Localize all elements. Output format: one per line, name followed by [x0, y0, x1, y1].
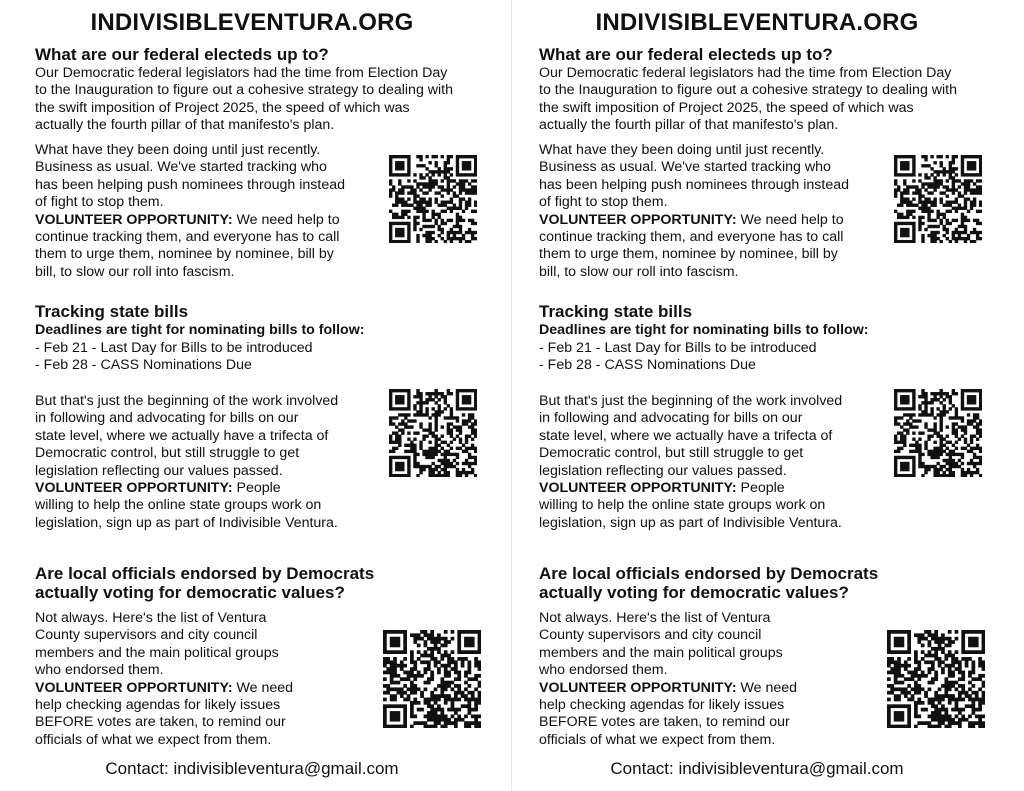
qr-code-state[interactable]: [389, 389, 477, 477]
text-line: of fight to stop them.: [35, 194, 164, 211]
volunteer-line: [539, 212, 849, 229]
federal-intro: [539, 65, 957, 135]
text-line: But that's just the beginning of the work involved: [539, 393, 843, 409]
state-heading: Tracking state bills: [35, 302, 189, 321]
state-deadlines: [35, 340, 313, 375]
text-line: willing to help the online state groups work on: [539, 497, 826, 514]
text-line: in following and advocating for bills on our: [35, 410, 299, 427]
text-line: actually the fourth pillar of that manifesto's plan.: [35, 117, 335, 134]
text-line: What have they been doing until just recently.: [35, 142, 321, 158]
text-line: help checking agendas for likely issues: [35, 697, 281, 714]
text-line: officials of what we expect from them.: [539, 731, 776, 748]
text-line: continue tracking them, and everyone has to call: [539, 229, 844, 246]
volunteer-line: [35, 680, 293, 697]
text-line: legislation reflecting our values passed.: [539, 462, 787, 479]
qr-code-icon: [389, 389, 477, 477]
text-line: Not always. Here's the list of Ventura: [539, 610, 771, 626]
volunteer-line: [539, 680, 797, 697]
text-line: officials of what we expect from them.: [35, 731, 272, 748]
text-line: actually the fourth pillar of that manifesto's plan.: [539, 117, 839, 134]
text-line: state level, where we actually have a trifecta of: [35, 427, 329, 444]
state-body: [539, 393, 842, 532]
text-line: the swift imposition of Project 2025, the speed of which was: [35, 99, 410, 116]
text-line: members and the main political groups: [35, 644, 279, 661]
text-line: members and the main political groups: [539, 644, 783, 661]
text-line: County supervisors and city council: [539, 627, 762, 644]
federal-heading: What are our federal electeds up to?: [35, 45, 329, 64]
text-line: continue tracking them, and everyone has to call: [35, 229, 340, 246]
deadline-item: - Feb 28 - CASS Nominations Due: [539, 357, 756, 374]
text-line: who endorsed them.: [539, 662, 668, 679]
text-line: to the Inauguration to figure out a cohesive strategy to dealing with: [35, 82, 454, 99]
contact-email[interactable]: Contact: indivisibleventura@gmail.com: [105, 759, 399, 778]
text-line: help checking agendas for likely issues: [539, 697, 785, 714]
volunteer-label: VOLUNTEER OPPORTUNITY:: [35, 211, 233, 228]
volunteer-line: [35, 480, 338, 497]
heading-line: actually voting for democratic values?: [539, 583, 849, 602]
qr-code-local[interactable]: [383, 630, 481, 728]
text-line: has been helping push nominees through instead: [35, 176, 345, 193]
volunteer-label: VOLUNTEER OPPORTUNITY:: [539, 480, 737, 497]
text-line: who endorsed them.: [35, 662, 164, 679]
volunteer-text: We need: [736, 679, 798, 696]
text-line: Democratic control, but still struggle to get: [539, 445, 804, 462]
state-subheading: Deadlines are tight for nominating bills to follow:: [35, 322, 365, 338]
volunteer-line: [35, 212, 345, 229]
qr-code-icon: [894, 389, 982, 477]
volunteer-text: People: [736, 480, 785, 497]
deadline-item: - Feb 21 - Last Day for Bills to be introduced: [539, 340, 817, 356]
qr-code-federal[interactable]: [894, 155, 982, 243]
volunteer-line: [539, 480, 842, 497]
text-line: County supervisors and city council: [35, 627, 258, 644]
qr-code-icon: [894, 155, 982, 243]
volunteer-label: VOLUNTEER OPPORTUNITY:: [539, 679, 737, 696]
text-line: has been helping push nominees through instead: [539, 176, 849, 193]
state-heading: Tracking state bills: [539, 302, 693, 321]
local-body: [539, 610, 797, 749]
qr-code-icon: [383, 630, 481, 728]
state-body: [35, 393, 338, 532]
volunteer-text: We need help to: [736, 211, 844, 228]
text-line: bill, to slow our roll into fascism.: [35, 263, 235, 280]
deadline-item: - Feb 21 - Last Day for Bills to be introduced: [35, 340, 313, 356]
text-line: legislation reflecting our values passed.: [35, 462, 283, 479]
text-line: Business as usual. We've started tracking who: [539, 159, 831, 176]
local-body: [35, 610, 293, 749]
site-title: INDIVISIBLEVENTURA.ORG: [90, 9, 414, 36]
text-line: bill, to slow our roll into fascism.: [539, 263, 739, 280]
federal-heading: What are our federal electeds up to?: [539, 45, 833, 64]
volunteer-text: We need help to: [232, 211, 340, 228]
text-line: BEFORE votes are taken, to remind our: [539, 714, 790, 731]
text-line: of fight to stop them.: [539, 194, 668, 211]
qr-code-icon: [887, 630, 985, 728]
state-deadlines: [539, 340, 817, 375]
text-line: Not always. Here's the list of Ventura: [35, 610, 267, 626]
federal-body: [539, 142, 849, 281]
text-line: the swift imposition of Project 2025, the speed of which was: [539, 99, 914, 116]
text-line: Our Democratic federal legislators had the time from Election Day: [539, 65, 952, 81]
text-line: legislation, sign up as part of Indivisible Ventura.: [539, 514, 842, 531]
qr-code-state[interactable]: [894, 389, 982, 477]
text-line: BEFORE votes are taken, to remind our: [35, 714, 286, 731]
volunteer-label: VOLUNTEER OPPORTUNITY:: [35, 679, 233, 696]
text-line: Democratic control, but still struggle to get: [35, 445, 300, 462]
state-subheading: Deadlines are tight for nominating bills to follow:: [539, 322, 869, 338]
qr-code-local[interactable]: [887, 630, 985, 728]
text-line: willing to help the online state groups work on: [35, 497, 322, 514]
heading-line: Are local officials endorsed by Democrats: [35, 564, 375, 583]
contact-email[interactable]: Contact: indivisibleventura@gmail.com: [610, 759, 904, 778]
local-heading: [35, 564, 374, 602]
text-line: What have they been doing until just recently.: [539, 142, 825, 158]
text-line: to the Inauguration to figure out a cohesive strategy to dealing with: [539, 82, 958, 99]
text-line: Business as usual. We've started tracking who: [35, 159, 327, 176]
federal-intro: [35, 65, 453, 135]
qr-code-federal[interactable]: [389, 155, 477, 243]
volunteer-label: VOLUNTEER OPPORTUNITY:: [539, 211, 737, 228]
flyer-left: [0, 0, 504, 791]
deadline-item: - Feb 28 - CASS Nominations Due: [35, 357, 252, 374]
volunteer-label: VOLUNTEER OPPORTUNITY:: [35, 480, 233, 497]
text-line: in following and advocating for bills on our: [539, 410, 803, 427]
text-line: them to urge them, nominee by nominee, bill by: [35, 246, 334, 263]
local-heading: [539, 564, 878, 602]
volunteer-text: People: [232, 480, 281, 497]
federal-body: [35, 142, 345, 281]
heading-line: actually voting for democratic values?: [35, 583, 345, 602]
qr-code-icon: [389, 155, 477, 243]
text-line: them to urge them, nominee by nominee, bill by: [539, 246, 838, 263]
text-line: state level, where we actually have a trifecta of: [539, 427, 833, 444]
heading-line: Are local officials endorsed by Democrats: [539, 564, 879, 583]
text-line: Our Democratic federal legislators had the time from Election Day: [35, 65, 448, 81]
text-line: legislation, sign up as part of Indivisible Ventura.: [35, 514, 338, 531]
site-title: INDIVISIBLEVENTURA.ORG: [595, 9, 919, 36]
flyer-right: [505, 0, 1009, 791]
text-line: But that's just the beginning of the work involved: [35, 393, 339, 409]
volunteer-text: We need: [232, 679, 294, 696]
